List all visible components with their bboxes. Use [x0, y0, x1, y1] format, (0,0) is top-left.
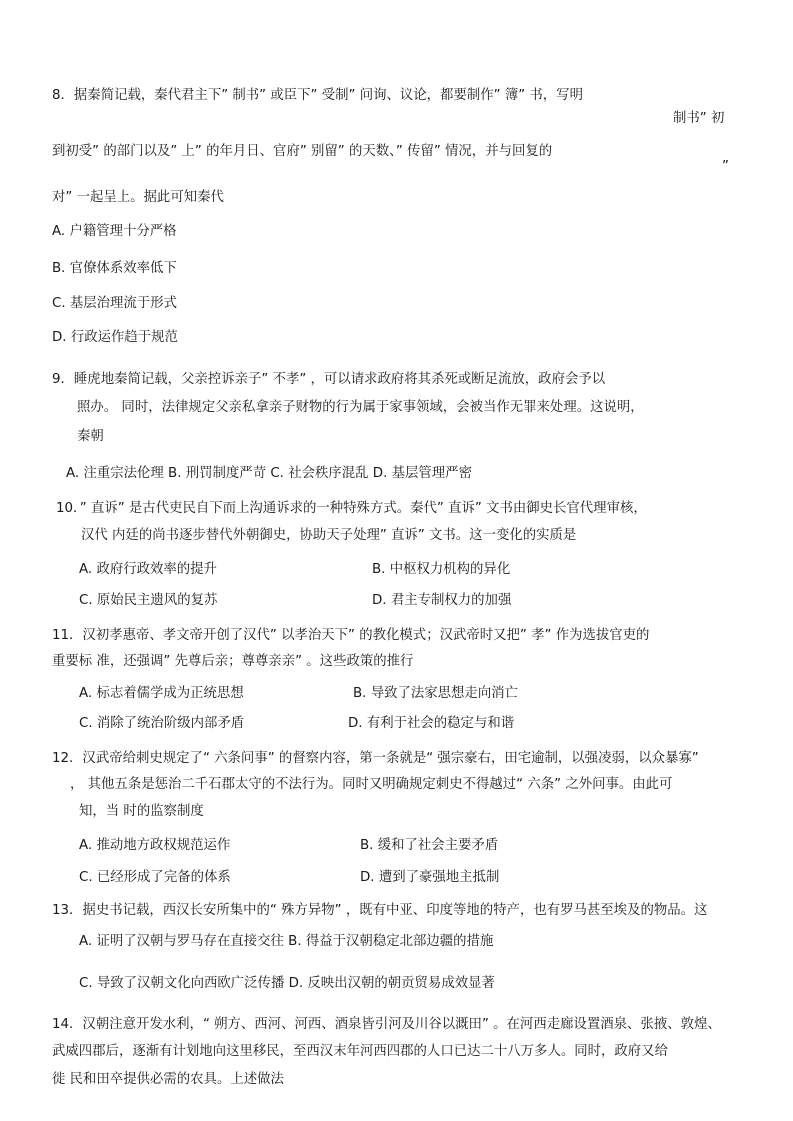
question-text: 14．汉朝注意开发水利，“ 朔方、西河、河西、酒泉皆引河及川谷以溉田” 。在河西走廊设置酒泉、张掖、敦煌、 [52, 1017, 721, 1032]
question-text: 11．汉初孝惠帝、孝文帝开创了汉代” 以孝治天下” 的教化模式；汉武帝时又把” 孝” 作为选拔官吏的 [52, 628, 650, 643]
question-text: 重要标 准，还强调” 先尊后亲；尊尊亲亲” 。这些政策的推行 [52, 654, 414, 669]
question-text: 12．汉武帝给刺史规定了“ 六条问事” 的督察内容，第一条就是“ 强宗豪右，田宅逾制，以强凌弱，以众暴寡” [52, 751, 699, 766]
question-text: 照办。 同时，法律规定父亲私拿亲子财物的行为属于家事领域，会被当作无罪来处理。这说明， [77, 400, 644, 415]
option-d[interactable]: D. 君主专制权力的加强 [372, 593, 512, 608]
option-d[interactable]: D. 遭到了豪强地主抵制 [360, 870, 500, 885]
option-a[interactable]: A. 户籍管理十分严格 [52, 224, 177, 239]
option-b[interactable]: B. 缓和了社会主要矛盾 [360, 838, 499, 853]
options-row[interactable]: A. 证明了汉朝与罗马存在直接交往 B. 得益于汉朝稳定北部边疆的措施 [79, 934, 494, 949]
option-b[interactable]: B. 导致了法家思想走向消亡 [353, 686, 518, 701]
option-b[interactable]: B. 中枢权力机构的异化 [372, 562, 511, 577]
option-d[interactable]: D. 行政运作趋于规范 [52, 330, 178, 345]
question-text: ， 其他五条是惩治二千石郡太守的不法行为。同时又明确规定刺史不得越过“ 六条” 之外问事。由此可 [70, 777, 673, 792]
question-text: 武威四郡后，逐渐有计划地向这里移民，至西汉末年河西四郡的人口已达二十八万多人。同时，政府又给 [52, 1044, 668, 1059]
option-c[interactable]: C. 已经形成了完备的体系 [79, 870, 231, 885]
option-c[interactable]: C. 消除了统治阶级内部矛盾 [79, 716, 245, 731]
option-c[interactable]: C. 基层治理流于形式 [52, 296, 177, 311]
question-text: 到初受” 的部门以及” 上” 的年月日、官府” 别留” 的天数、” 传留” 情况，并与回复的 [52, 144, 553, 159]
question-text: 13．据史书记载，西汉长安所集中的“ 殊方异物” ，既有中亚、印度等地的特产，也有罗马甚至埃及的物品。这 [52, 903, 708, 918]
question-text: 徙 民和田卒提供必需的农具。上述做法 [52, 1072, 284, 1087]
option-b[interactable]: B. 官僚体系效率低下 [52, 261, 177, 276]
option-d[interactable]: D. 有利于社会的稳定与和谐 [348, 716, 515, 731]
question-text: 汉代 内廷的尚书逐步替代外朝御史，协助天子处理” 直诉” 文书。这一变化的实质是 [81, 528, 577, 543]
question-text: 对” 一起呈上。据此可知秦代 [52, 190, 224, 205]
question-text: 秦朝 [77, 429, 104, 444]
options-row[interactable]: A. 注重宗法伦理 B. 刑罚制度严苛 C. 社会秩序混乱 D. 基层管理严密 [66, 466, 472, 481]
option-a[interactable]: A. 政府行政效率的提升 [79, 562, 217, 577]
question-text: 制书” 初 [673, 111, 725, 126]
question-text: 9．睡虎地秦简记载，父亲控诉亲子” 不孝” ，可以请求政府将其杀死或断足流放，政府会予以 [52, 372, 606, 387]
question-text: 10．” 直诉” 是古代吏民自下而上沟通诉求的一种特殊方式。秦代” 直诉” 文书由御史长官代理审核， [56, 501, 647, 516]
option-a[interactable]: A. 推动地方政权规范运作 [79, 838, 231, 853]
option-c[interactable]: C. 原始民主遗风的复苏 [79, 593, 218, 608]
option-a[interactable]: A. 标志着儒学成为正统思想 [79, 686, 244, 701]
question-text: ” [722, 159, 729, 174]
options-row[interactable]: C. 导致了汉朝文化向西欧广泛传播 D. 反映出汉朝的朝贡贸易成效显著 [79, 976, 495, 991]
question-text: 知，当 时的监察制度 [79, 804, 204, 819]
question-text: 8．据秦简记载，秦代君主下” 制书” 或臣下” 受制” 问询、议论，都要制作” 簿” 书，写明 [52, 88, 583, 103]
